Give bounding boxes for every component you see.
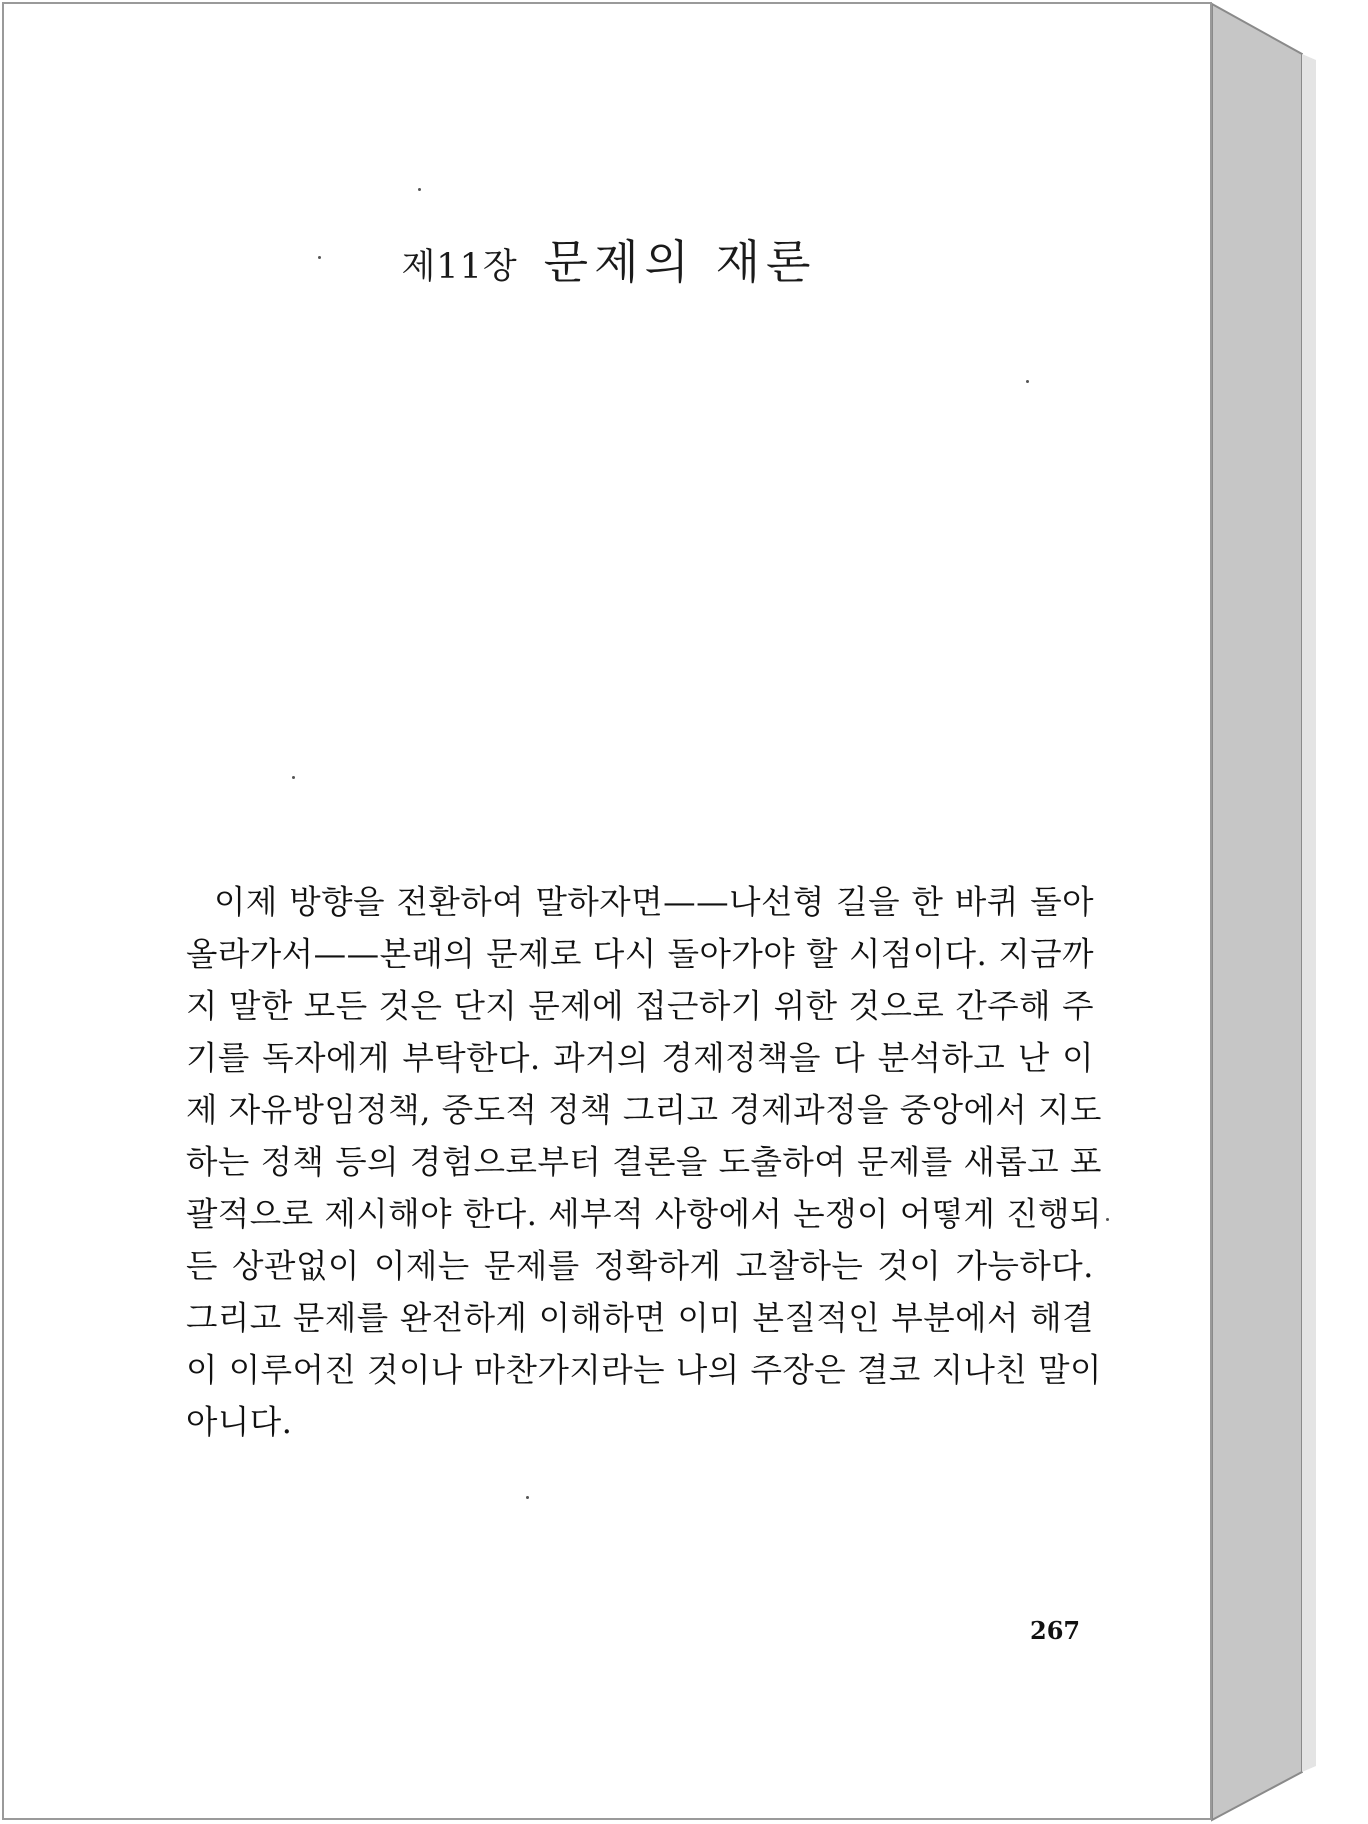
body-paragraph — [186, 876, 1102, 1448]
text-line: 제 자유방임정책, 중도적 정책 그리고 경제과정을 중앙에서 지도 — [186, 1091, 1102, 1129]
text-line: 지 말한 모든 것은 단지 문제에 접근하기 위한 것으로 간주해 주 — [186, 987, 1094, 1025]
chapter-number: 제11장 — [401, 247, 518, 287]
text-line: 올라가서——본래의 문제로 다시 돌아가야 할 시점이다. 지금까 — [186, 935, 1094, 973]
text-line: 괄적으로 제시해야 한다. 세부적 사항에서 논쟁이 어떻게 진행되 — [186, 1195, 1102, 1233]
chapter-heading — [4, 226, 1214, 292]
scan-speck — [318, 256, 321, 259]
scan-speck — [1106, 1218, 1109, 1221]
book-page — [2, 2, 1212, 1820]
text-line: 이제 방향을 전환하여 말하자면——나선형 길을 한 바퀴 돌아 — [214, 883, 1094, 921]
text-line: 이 이루어진 것이나 마찬가지라는 나의 주장은 결코 지나친 말이 — [186, 1351, 1102, 1389]
page-number: 267 — [1030, 1616, 1081, 1645]
text-line: 그리고 문제를 완전하게 이해하면 이미 본질적인 부분에서 해결 — [186, 1299, 1094, 1337]
text-line: 기를 독자에게 부탁한다. 과거의 경제정책을 다 분석하고 난 이 — [186, 1039, 1094, 1077]
scan-speck — [292, 776, 295, 779]
scan-speck — [418, 188, 421, 191]
book-spine-front — [1212, 4, 1302, 1820]
chapter-title: 문제의 재론 — [543, 235, 817, 289]
text-line: 든 상관없이 이제는 문제를 정확하게 고찰하는 것이 가능하다. — [186, 1247, 1094, 1285]
text-line: 아니다. — [186, 1403, 293, 1441]
scan-speck — [526, 1496, 529, 1499]
book-spine-shadow — [1302, 54, 1316, 1772]
scan-speck — [1026, 380, 1029, 383]
text-line: 하는 정책 등의 경험으로부터 결론을 도출하여 문제를 새롭고 포 — [186, 1143, 1102, 1181]
